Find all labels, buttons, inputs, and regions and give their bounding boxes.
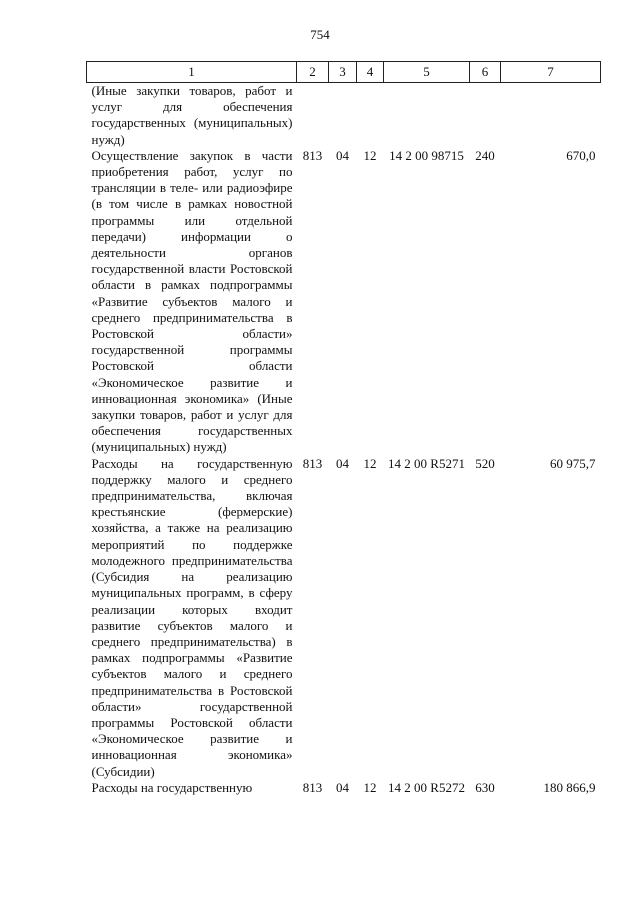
column-header: 5 bbox=[384, 62, 470, 83]
cell-target-item bbox=[384, 83, 470, 148]
cell-expense-type: 630 bbox=[475, 779, 495, 795]
row-description: (Иные закупки товаров, работ и услуг для обеспечения государственных (муниципальных) нужд) bbox=[91, 83, 293, 147]
table-row bbox=[87, 148, 601, 456]
row-description: Расходы на государственную bbox=[91, 779, 253, 795]
column-header: 7 bbox=[501, 62, 601, 83]
column-header: 2 bbox=[297, 62, 329, 83]
cell-amount: 180 866,9 bbox=[543, 779, 596, 795]
table-row bbox=[87, 780, 601, 796]
cell-amount bbox=[501, 83, 601, 148]
table-header-row bbox=[87, 62, 601, 83]
cell-ministry-code: 813 bbox=[302, 455, 323, 471]
cell-target-item: 14 2 00 98715 bbox=[389, 147, 464, 163]
cell-expense-type bbox=[470, 83, 501, 148]
column-header: 1 bbox=[87, 62, 297, 83]
page-number: 754 bbox=[310, 27, 330, 42]
column-header: 3 bbox=[329, 62, 357, 83]
cell-subsection bbox=[357, 83, 384, 148]
cell-expense-type: 520 bbox=[475, 455, 495, 471]
cell-expense-type: 240 bbox=[475, 147, 495, 163]
cell-section: 04 bbox=[336, 455, 349, 471]
cell-ministry-code: 813 bbox=[302, 147, 323, 163]
table-row bbox=[87, 83, 601, 148]
cell-section bbox=[329, 83, 357, 148]
budget-table bbox=[86, 61, 601, 796]
cell-section: 04 bbox=[336, 779, 349, 795]
cell-ministry-code: 813 bbox=[302, 779, 323, 795]
cell-subsection: 12 bbox=[363, 779, 377, 795]
table-row bbox=[87, 456, 601, 780]
column-header: 6 bbox=[470, 62, 501, 83]
cell-ministry-code bbox=[297, 83, 329, 148]
cell-amount: 670,0 bbox=[566, 147, 596, 163]
cell-target-item: 14 2 00 R5272 bbox=[388, 779, 465, 795]
row-description: Расходы на государственную поддержку малого и среднего предпринимательства, включая крестьянские (фермерские) хозяйства, а также на реализацию мероприятий по поддержке молодежного предпринимательства (Субсидия на реализацию муниципальных программ, в сферу реализации которых входит развитие субъектов малого и среднего предпринимательства) в рамках подпрограммы «Развитие субъектов малого и среднего предпринимательства в Ростовской области» государственной программы Ростовской области «Экономическое развитие и инновационная экономика» (Субсидии) bbox=[91, 455, 293, 779]
cell-amount: 60 975,7 bbox=[550, 455, 596, 471]
cell-target-item: 14 2 00 R5271 bbox=[388, 455, 465, 471]
cell-subsection: 12 bbox=[363, 147, 377, 163]
cell-section: 04 bbox=[336, 147, 349, 163]
cell-subsection: 12 bbox=[363, 455, 377, 471]
row-description: Осуществление закупок в части приобретения работ, услуг по трансляции в теле- или радиоэфире (в том числе в рамках новостной программы или отдельной передачи) информации о деятельности органов государственной власти Ростовской области в рамках подпрограммы «Развитие субъектов малого и среднего предпринимательства в Ростовской области» государственной программы Ростовской области «Экономическое развитие и инновационная экономика» (Иные закупки товаров, работ и услуг для обеспечения государственных (муниципальных) нужд) bbox=[91, 147, 293, 455]
column-header: 4 bbox=[357, 62, 384, 83]
